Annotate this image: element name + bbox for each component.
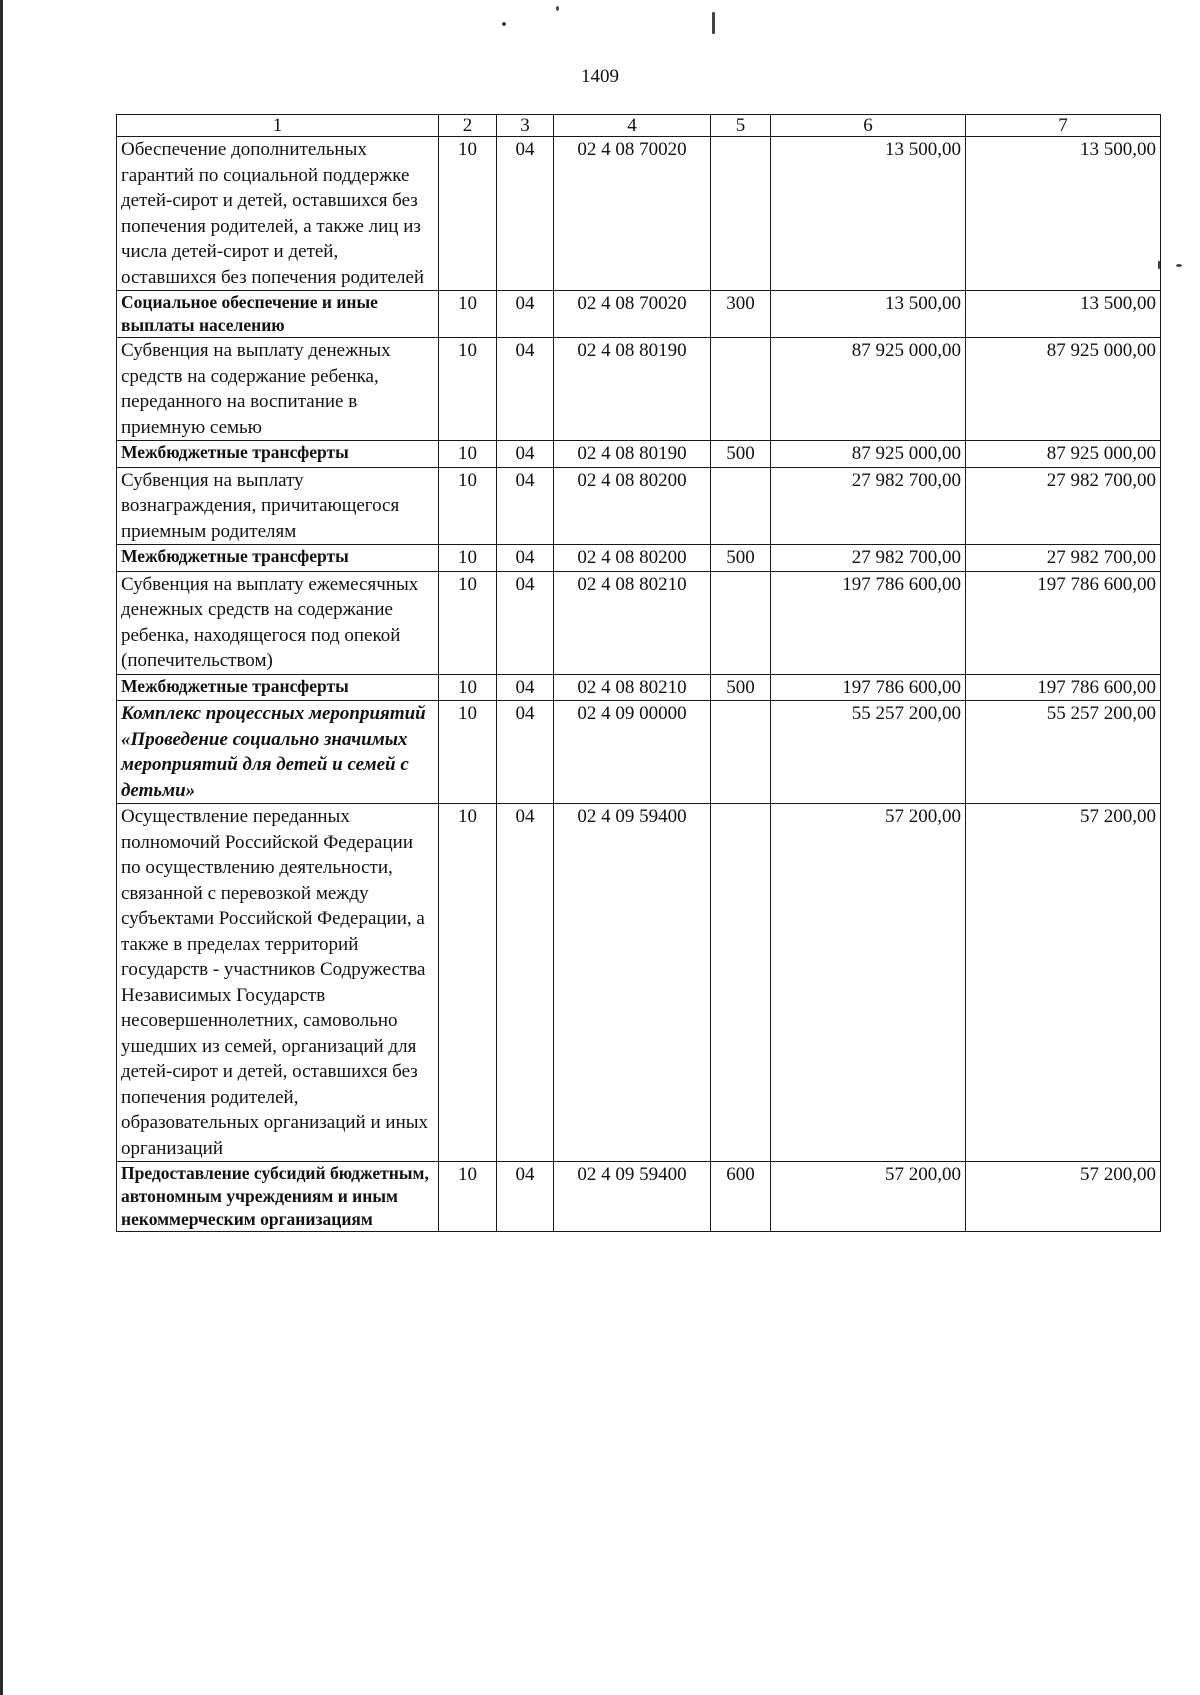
column-header: 7 bbox=[966, 115, 1161, 137]
table-row bbox=[117, 545, 1161, 572]
target-article-cell: 02 4 09 00000 bbox=[554, 701, 711, 804]
subsection-code-cell: 04 bbox=[497, 674, 554, 701]
target-article-cell: 02 4 08 70020 bbox=[554, 291, 711, 338]
amount-year1-cell: 57 200,00 bbox=[771, 804, 966, 1162]
scan-speck bbox=[712, 12, 715, 34]
amount-year2-cell: 87 925 000,00 bbox=[966, 338, 1161, 441]
subsection-code-cell: 04 bbox=[497, 441, 554, 468]
row-name-cell: Предоставление субсидий бюджетным, автономным учреждениям и иным некоммерческим организациям bbox=[117, 1162, 439, 1232]
amount-year2-cell: 57 200,00 bbox=[966, 804, 1161, 1162]
row-name-cell: Обеспечение дополнительных гарантий по социальной поддержке детей-сирот и детей, оставшихся без попечения родителей, а также лиц из числа детей-сирот и детей, оставшихся без попечения родителей bbox=[117, 137, 439, 291]
expense-type-cell: 500 bbox=[711, 674, 771, 701]
target-article-cell: 02 4 08 80200 bbox=[554, 467, 711, 545]
table-row bbox=[117, 571, 1161, 674]
target-article-cell: 02 4 08 80210 bbox=[554, 674, 711, 701]
expense-type-cell bbox=[711, 338, 771, 441]
subsection-code-cell: 04 bbox=[497, 571, 554, 674]
expense-type-cell: 600 bbox=[711, 1162, 771, 1232]
expense-type-cell bbox=[711, 137, 771, 291]
column-header: 6 bbox=[771, 115, 966, 137]
target-article-cell: 02 4 08 80200 bbox=[554, 545, 711, 572]
expense-type-cell: 500 bbox=[711, 441, 771, 468]
column-header: 2 bbox=[439, 115, 497, 137]
section-code-cell: 10 bbox=[439, 137, 497, 291]
amount-year2-cell: 57 200,00 bbox=[966, 1162, 1161, 1232]
amount-year1-cell: 13 500,00 bbox=[771, 291, 966, 338]
subsection-code-cell: 04 bbox=[497, 137, 554, 291]
table-row bbox=[117, 1162, 1161, 1232]
table-row bbox=[117, 674, 1161, 701]
table-row bbox=[117, 804, 1161, 1162]
section-code-cell: 10 bbox=[439, 1162, 497, 1232]
section-code-cell: 10 bbox=[439, 674, 497, 701]
amount-year2-cell: 87 925 000,00 bbox=[966, 441, 1161, 468]
page-number: 1409 bbox=[581, 66, 619, 87]
section-code-cell: 10 bbox=[439, 338, 497, 441]
target-article-cell: 02 4 09 59400 bbox=[554, 1162, 711, 1232]
amount-year1-cell: 13 500,00 bbox=[771, 137, 966, 291]
section-code-cell: 10 bbox=[439, 804, 497, 1162]
section-code-cell: 10 bbox=[439, 545, 497, 572]
table-row bbox=[117, 291, 1161, 338]
amount-year2-cell: 13 500,00 bbox=[966, 291, 1161, 338]
amount-year2-cell: 197 786 600,00 bbox=[966, 674, 1161, 701]
amount-year1-cell: 27 982 700,00 bbox=[771, 545, 966, 572]
row-name-cell: Комплекс процессных мероприятий «Проведение социально значимых мероприятий для детей и семей с детьми» bbox=[117, 701, 439, 804]
amount-year2-cell: 13 500,00 bbox=[966, 137, 1161, 291]
section-code-cell: 10 bbox=[439, 571, 497, 674]
subsection-code-cell: 04 bbox=[497, 1162, 554, 1232]
target-article-cell: 02 4 08 80190 bbox=[554, 338, 711, 441]
subsection-code-cell: 04 bbox=[497, 291, 554, 338]
amount-year1-cell: 57 200,00 bbox=[771, 1162, 966, 1232]
amount-year2-cell: 27 982 700,00 bbox=[966, 545, 1161, 572]
table-row bbox=[117, 441, 1161, 468]
section-code-cell: 10 bbox=[439, 441, 497, 468]
scan-edge bbox=[0, 0, 3, 1695]
scan-speck bbox=[1176, 264, 1182, 267]
table-row bbox=[117, 467, 1161, 545]
target-article-cell: 02 4 08 70020 bbox=[554, 137, 711, 291]
subsection-code-cell: 04 bbox=[497, 804, 554, 1162]
row-name-cell: Социальное обеспечение и иные выплаты населению bbox=[117, 291, 439, 338]
subsection-code-cell: 04 bbox=[497, 467, 554, 545]
row-name-cell: Субвенция на выплату ежемесячных денежных средств на содержание ребенка, находящегося под опекой (попечительством) bbox=[117, 571, 439, 674]
amount-year1-cell: 197 786 600,00 bbox=[771, 674, 966, 701]
expense-type-cell: 300 bbox=[711, 291, 771, 338]
table-row bbox=[117, 338, 1161, 441]
amount-year1-cell: 197 786 600,00 bbox=[771, 571, 966, 674]
row-name-cell: Межбюджетные трансферты bbox=[117, 674, 439, 701]
target-article-cell: 02 4 08 80190 bbox=[554, 441, 711, 468]
row-name-cell: Межбюджетные трансферты bbox=[117, 441, 439, 468]
column-header: 4 bbox=[554, 115, 711, 137]
table-row bbox=[117, 701, 1161, 804]
column-header: 3 bbox=[497, 115, 554, 137]
section-code-cell: 10 bbox=[439, 291, 497, 338]
column-header: 5 bbox=[711, 115, 771, 137]
row-name-cell: Субвенция на выплату денежных средств на содержание ребенка, переданного на воспитание в приемную семью bbox=[117, 338, 439, 441]
target-article-cell: 02 4 09 59400 bbox=[554, 804, 711, 1162]
row-name-cell: Межбюджетные трансферты bbox=[117, 545, 439, 572]
target-article-cell: 02 4 08 80210 bbox=[554, 571, 711, 674]
subsection-code-cell: 04 bbox=[497, 338, 554, 441]
expense-type-cell bbox=[711, 701, 771, 804]
scan-speck bbox=[502, 22, 506, 26]
amount-year2-cell: 55 257 200,00 bbox=[966, 701, 1161, 804]
section-code-cell: 10 bbox=[439, 467, 497, 545]
amount-year2-cell: 27 982 700,00 bbox=[966, 467, 1161, 545]
amount-year1-cell: 27 982 700,00 bbox=[771, 467, 966, 545]
column-header: 1 bbox=[117, 115, 439, 137]
amount-year2-cell: 197 786 600,00 bbox=[966, 571, 1161, 674]
amount-year1-cell: 55 257 200,00 bbox=[771, 701, 966, 804]
header-row bbox=[117, 115, 1161, 137]
expense-type-cell bbox=[711, 467, 771, 545]
section-code-cell: 10 bbox=[439, 701, 497, 804]
subsection-code-cell: 04 bbox=[497, 701, 554, 804]
amount-year1-cell: 87 925 000,00 bbox=[771, 338, 966, 441]
expense-type-cell bbox=[711, 804, 771, 1162]
table-row bbox=[117, 137, 1161, 291]
amount-year1-cell: 87 925 000,00 bbox=[771, 441, 966, 468]
expense-type-cell: 500 bbox=[711, 545, 771, 572]
scan-speck bbox=[556, 6, 559, 11]
row-name-cell: Осуществление переданных полномочий Российской Федерации по осуществлению деятельности, связанной с перевозкой между субъектами Российской Федерации, а также в пределах территорий государств - участников Содружества Независимых Государств несовершеннолетних, самовольно ушедших из семей, организаций для детей-сирот и детей, оставшихся без попечения родителей, образовательных организаций и иных организаций bbox=[117, 804, 439, 1162]
expense-type-cell bbox=[711, 571, 771, 674]
budget-table bbox=[116, 114, 1161, 1232]
subsection-code-cell: 04 bbox=[497, 545, 554, 572]
row-name-cell: Субвенция на выплату вознаграждения, причитающегося приемным родителям bbox=[117, 467, 439, 545]
